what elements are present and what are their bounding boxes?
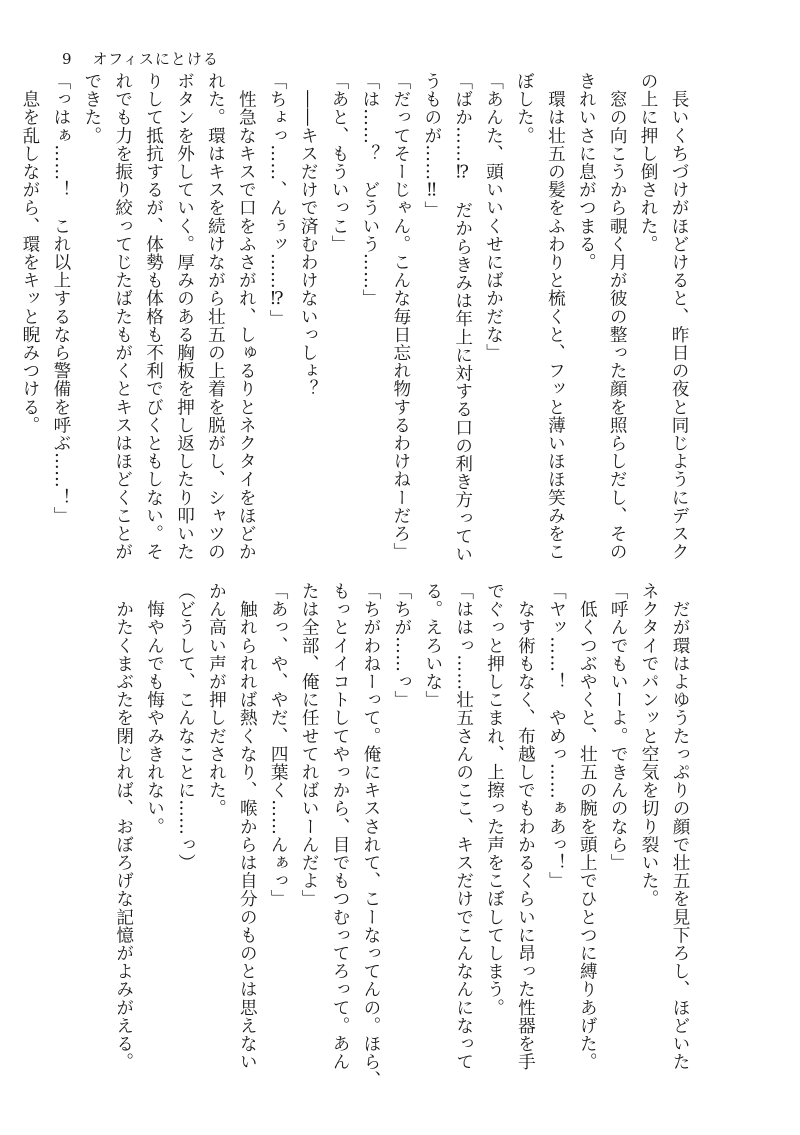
text-line: ――キスだけで済むわけないっしょ？ (298, 72, 319, 398)
text-line: でぐっと押しこまれ、上擦った声をこぼしてしまう。 (484, 582, 505, 1017)
text-line: たは全部、俺に任せてればいーんだよ」 (299, 582, 320, 908)
text-line: だが環はよゆうたっぷりの顔で壮五を見下ろし、ほどいた (670, 582, 690, 1071)
text-line: 「呼んでもいーよ。できんのなら」 (608, 582, 629, 872)
text-line: 悔やんでも悔やみきれない。 (144, 582, 165, 836)
text-line: 「ちがわねーって。俺にキスされて、こーなってんの。ほら、 (360, 582, 381, 1089)
text-line: 低くつぶやくと、壮五の腕を頭上でひとつに縛りあげた。 (577, 582, 598, 1071)
text-line: 「は……？ どういう……」 (359, 72, 380, 308)
text-line: 「ばか……⁉ だからきみは年上に対する口の利き方ってい (452, 72, 473, 564)
text-line: うものが……‼」 (421, 72, 442, 220)
text-line: れた。環はキスを続けながら壮五の上着を脱がし、シャツの (205, 72, 226, 561)
text-line: かたくまぶたを閉じれば、おぼろげな記憶がよみがえる。 (113, 582, 134, 1071)
chapter-title: オフィスにとける (92, 50, 219, 68)
text-line: 触れられれば熱くなり、喉からは自分のものとは思えない (237, 582, 258, 1071)
text-line: 息を乱しながら、環をキッと睨みつける。 (19, 72, 40, 434)
text-line: もっとイイコトしてやっから、目でもつむってろって。あん (330, 582, 351, 1071)
text-line: 環は壮五の髪をふわりと梳くと、フッと薄いほほ笑みをこ (545, 72, 566, 561)
text-line: なす術もなく、布越しでもわかるくらいに昂った性器を手 (515, 582, 536, 1071)
text-line: 「ちが……っ」 (391, 582, 412, 709)
text-line: 「ヤッ……！ やめっ……ぁあっ！」 (546, 582, 567, 890)
top-text-block (19, 72, 694, 577)
text-line: 「だってそーじゃん。こんな毎日忘れ物するわけねーだろ」 (390, 72, 411, 561)
text-line: 「あっ、や、やだ、四葉く……んぁっ」 (268, 582, 289, 908)
text-line: ボタンを外していく。厚みのある胸板を押し返したり叩いた (174, 72, 195, 561)
text-line: りして抵抗するが、体勢も体格も不利でびくともしない。そ (143, 72, 164, 561)
page-number: 9 (62, 50, 73, 68)
text-line: 「っはぁ……！ これ以上するなら警備を呼ぶ……！」 (50, 72, 71, 525)
text-line: 長いくちづけがほどけると、昨日の夜と同じようにデスク (669, 72, 689, 561)
text-line: 窓の向こうから覗く月が彼の整った顔を照らしだし、その (607, 72, 628, 561)
text-line: る。えろいな」 (422, 582, 443, 709)
text-line: 「あんた、頭いいくせにばかだな」 (483, 72, 504, 362)
text-line: の上に押し倒された。 (638, 72, 659, 253)
text-line: かん高い声が押しだされた。 (206, 582, 227, 818)
text-line: 「あと、もういっこ」 (329, 72, 350, 253)
bottom-text-block (113, 582, 695, 1089)
text-line: 「ちょっ……、んぅッ……⁉」 (267, 72, 288, 328)
text-line: （どうして、こんなことに……っ） (175, 582, 196, 872)
text-line: きれいさに息がつまる。 (576, 72, 597, 272)
text-line: 「ははっ……壮五さんのここ、キスだけでこんなんになって (453, 582, 474, 1071)
text-line: ネクタイでパンッと空気を切り裂いた。 (639, 582, 660, 908)
running-header (62, 48, 219, 69)
text-line: できた。 (81, 72, 102, 145)
text-line: 性急なキスで口をふさがれ、しゅるりとネクタイをほどか (236, 72, 257, 561)
text-line: ぼした。 (514, 72, 535, 145)
text-line: れでも力を振り絞ってじたばたもがくとキスはほどくことが (112, 72, 133, 561)
